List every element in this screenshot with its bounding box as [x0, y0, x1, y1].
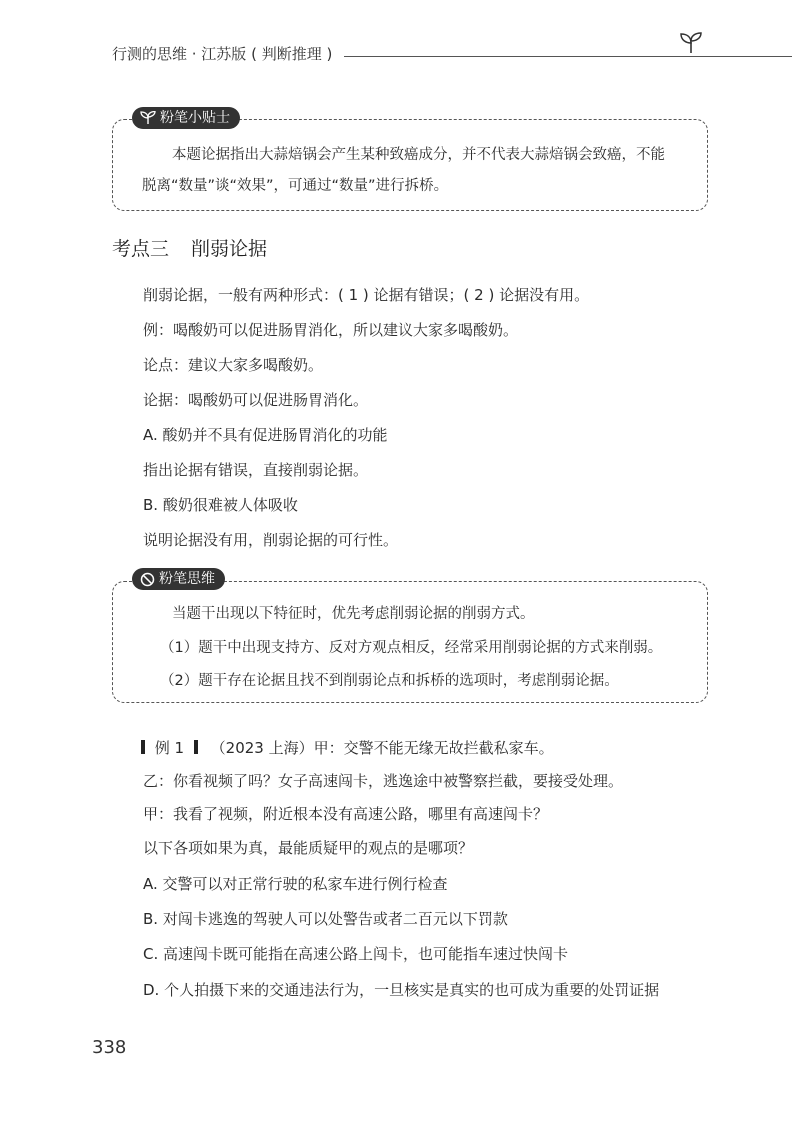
page-number: 338 — [92, 1037, 127, 1058]
running-header — [112, 44, 712, 68]
body-line-7: B. 酸奶很难被人体吸收 — [143, 496, 298, 514]
thinking-line-3: （2）题干存在论据且找不到削弱论点和拆桥的选项时，考虑削弱论据。 — [160, 673, 619, 689]
body-line-5: A. 酸奶并不具有促进肠胃消化的功能 — [143, 426, 388, 444]
section-name: 削弱论据 — [191, 238, 268, 260]
body-line-4: 论据：喝酸奶可以促进肠胃消化。 — [143, 391, 369, 409]
header-rule — [344, 56, 792, 57]
thinking-box-label-text: 粉笔思维 — [159, 571, 215, 587]
tip-line-1: 本题论据指出大蒜焙锅会产生某种致癌成分，并不代表大蒜焙锅会致癌，不能 — [172, 147, 665, 163]
tip-box-label-text: 粉笔小贴士 — [160, 110, 230, 126]
thinking-line-2: （1）题干中出现支持方、反对方观点相反，经常采用削弱论据的方式来削弱。 — [160, 640, 663, 656]
body-line-8: 说明论据没有用，削弱论据的可行性。 — [143, 531, 399, 549]
sprout-icon — [678, 32, 704, 54]
section-title — [112, 236, 267, 262]
body-line-1: 削弱论据，一般有两种形式：( 1 ) 论据有错误；( 2 ) 论据没有用。 — [143, 286, 590, 304]
thinking-box-label — [132, 568, 225, 590]
example-line-1: 乙：你看视频了吗？女子高速闯卡，逃逸途中被警察拦截，要接受处理。 — [143, 772, 624, 790]
option-a: A. 交警可以对正常行驶的私家车进行例行检查 — [143, 875, 448, 893]
option-b: B. 对闯卡逃逸的驾驶人可以处警告或者二百元以下罚款 — [143, 910, 508, 928]
tip-box-label — [132, 107, 240, 129]
example-heading — [141, 738, 554, 758]
tip-line-2: 脱离“数量”谈“效果”，可通过“数量”进行拆桥。 — [142, 178, 449, 194]
body-line-3: 论点：建议大家多喝酸奶。 — [143, 356, 324, 374]
tip-box — [112, 119, 708, 211]
no-entry-icon — [140, 572, 155, 587]
body-line-2: 例：喝酸奶可以促进肠胃消化，所以建议大家多喝酸奶。 — [143, 321, 519, 339]
thinking-line-1: 当题干出现以下特征时，优先考虑削弱论据的削弱方式。 — [172, 606, 535, 622]
header-title: 行测的思维 · 江苏版 ( 判断推理 ) — [112, 45, 333, 63]
section-prefix: 考点三 — [112, 238, 170, 260]
example-label: 例 1 — [154, 739, 185, 757]
option-d: D. 个人拍摄下来的交通违法行为，一旦核实是真实的也可成为重要的处罚证据 — [143, 981, 660, 999]
example-source: （2023 上海）甲：交警不能无缘无故拦截私家车。 — [210, 739, 554, 757]
example-mark-left — [141, 740, 145, 754]
body-line-6: 指出论据有错误，直接削弱论据。 — [143, 461, 369, 479]
option-c: C. 高速闯卡既可能指在高速公路上闯卡，也可能指车速过快闯卡 — [143, 945, 569, 963]
example-mark-right — [194, 740, 198, 754]
example-line-3: 以下各项如果为真，最能质疑甲的观点的是哪项？ — [143, 839, 474, 857]
sprout-icon — [140, 111, 156, 125]
example-line-2: 甲：我看了视频，附近根本没有高速公路，哪里有高速闯卡？ — [143, 805, 549, 823]
